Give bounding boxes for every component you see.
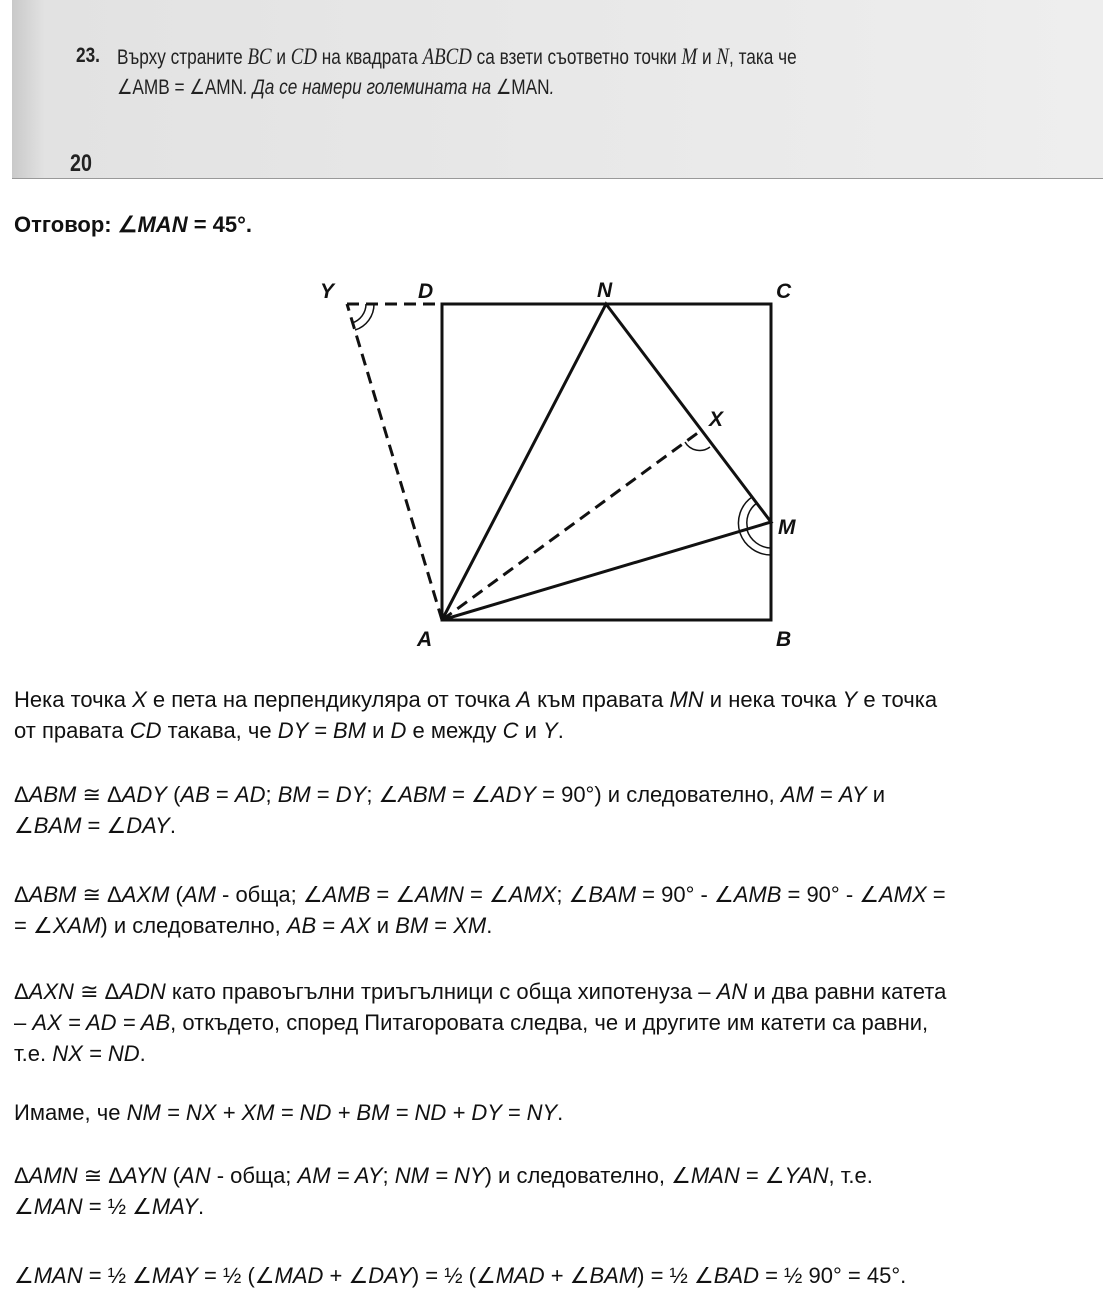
math-term: AYN [122,1163,167,1188]
math-term: ABCD [422,44,472,69]
math-term: D [390,718,407,743]
text-line [14,879,946,910]
text-run: ∠MAN [495,76,550,99]
text-run: = ∠ [14,913,53,938]
text-run: Δ [14,782,29,807]
math-term: C [502,718,519,743]
math-term: XAM [52,913,101,938]
math-term: ABM [398,782,446,807]
text-run: = ½ ∠ [82,1263,152,1288]
math-term: AD [234,782,266,807]
text-run: . [169,813,176,838]
text-line [14,910,946,941]
math-term: MAN [33,1263,83,1288]
problem-number: 23. [76,44,100,67]
text-line [14,684,937,715]
text-run: ≅ Δ [77,1163,123,1188]
text-run: - обща; ∠ [215,882,323,907]
math-term: MAD [495,1263,545,1288]
math-term: X [132,687,147,712]
text-run: т.е. [14,1041,53,1066]
text-run: . [139,1041,146,1066]
text-run: ( [167,782,181,807]
math-term: AMX [879,882,927,907]
math-term: MAY [151,1194,198,1219]
text-run: + ∠ [323,1263,369,1288]
math-term: AXM [121,882,170,907]
text-run: и два равни катета [747,979,947,1004]
math-term: DY [335,782,367,807]
math-term: Y [543,718,558,743]
math-term: BM [395,913,429,938]
math-term: BAM [588,882,637,907]
math-term: MAD [274,1263,324,1288]
text-run: ; ∠ [366,782,399,807]
text-run: са взети съответно точки [471,46,682,69]
text-line [14,1097,563,1128]
math-term: M [681,44,698,69]
text-line [14,1191,873,1222]
text-run: Δ [14,1163,29,1188]
math-term: AXN [28,979,74,1004]
text-run: ; ∠ [556,882,589,907]
text-run: ( [166,1163,181,1188]
text-run: , т.е. [828,1163,873,1188]
text-run: . [557,718,564,743]
square-abcd [442,304,771,620]
text-run: от правата [14,718,130,743]
text-run: ≅ Δ [76,782,122,807]
label-a: A [417,628,433,651]
text-run: = ½ 90° = 45°. [758,1263,907,1288]
label-x: X [709,408,724,431]
text-run: , откъдето, според Питагоровата следва, че и другите им катети са равни, [170,1010,929,1035]
math-term: BAD [713,1263,759,1288]
text-run: - обща; [210,1163,298,1188]
label-y: Y [320,280,335,303]
math-term: XM [453,913,487,938]
text-run: = 90°) и следователно, [536,782,781,807]
math-term: N [716,44,730,69]
math-term: ABM [28,782,77,807]
math-term: AMN [415,882,464,907]
text-line [14,1007,946,1038]
math-term: YAN [784,1163,829,1188]
paragraph-7 [14,1260,906,1291]
math-term: AN [180,1163,211,1188]
text-run: = ½ ∠ [82,1194,152,1219]
text-line [14,779,885,810]
math-term: AB [180,782,210,807]
text-run: ) = ½ ∠ [637,1263,714,1288]
math-term: DAY [126,813,170,838]
text-run: ∠ [14,813,34,838]
math-term: ADY [121,782,167,807]
math-term: DY = BM [277,718,366,743]
math-term: BAM [33,813,82,838]
text-line [14,976,946,1007]
math-term: . [549,76,555,99]
text-run: като правоъгълни триъгълници с обща хипотенуза – [165,979,717,1004]
angle-symbol: ∠ [117,212,138,237]
answer-angle-name: MAN [137,212,188,237]
label-b: B [776,628,792,651]
label-m: M [778,516,796,539]
math-term: MN [669,687,704,712]
text-run: такава, че [161,718,278,743]
text-run: ≅ Δ [76,882,122,907]
text-run: . [486,913,493,938]
text-run: Δ [14,979,29,1004]
text-run: = [316,913,342,938]
text-run: = 90° - ∠ [781,882,879,907]
page-number: 20 [70,150,92,177]
text-run: е точка [857,687,938,712]
text-line [14,1038,946,1069]
text-line [14,1160,873,1191]
text-run: , така че [729,46,797,69]
text-run: ) = ½ (∠ [411,1263,496,1288]
math-term: BAM [589,1263,638,1288]
math-term: ADY [490,782,537,807]
math-term: AN [716,979,748,1004]
text-run: Δ [14,882,29,907]
text-run: = ∠ [463,882,509,907]
paragraph-5 [14,1097,563,1128]
text-run: ∠ [14,1263,34,1288]
text-line [14,810,885,841]
text-run: = ∠ [445,782,491,807]
text-run: ; [382,1163,395,1188]
paragraph-3 [14,879,946,941]
text-run: = 90° - ∠ [636,882,734,907]
text-run: ; [265,782,278,807]
math-term: CD [129,718,162,743]
paragraph-1 [14,684,937,746]
text-run: ( [169,882,183,907]
math-term: BC [247,44,272,69]
math-term: MAN [690,1163,740,1188]
text-run: ) и следователно, [100,913,287,938]
math-term: MAY [151,1263,198,1288]
text-run: на квадрата [316,46,423,69]
text-run: Имаме, че [14,1100,127,1125]
segment-ax [442,432,699,620]
math-term: AX [341,913,371,938]
label-c: C [776,280,792,303]
text-run: и [697,46,717,69]
math-term: ADN [119,979,166,1004]
answer-label: Отговор: [14,212,118,237]
paragraph-2 [14,779,885,841]
math-term: AMB [322,882,371,907]
text-run: ) и следователно, ∠ [484,1163,691,1188]
text-run: + ∠ [544,1263,590,1288]
text-line [14,715,937,746]
text-run: и [518,718,544,743]
math-term: AB [286,913,317,938]
text-line [14,1260,906,1291]
paragraph-4 [14,976,946,1069]
triangle-amn [442,304,771,620]
math-term: . Да се намери големината на [243,76,496,99]
text-run: ∠ [14,1194,34,1219]
segment-ay [347,304,442,620]
text-run: ∠AMB = ∠AMN [117,76,244,99]
math-term: DAY [368,1263,412,1288]
math-term: A [516,687,531,712]
math-term: AY [838,782,867,807]
math-term: AMX [508,882,557,907]
math-term: NM = NX + XM = ND + BM = ND + DY = NY [126,1100,558,1125]
text-run: = ∠ [739,1163,785,1188]
answer-value: = 45°. [187,212,253,237]
text-run: = [428,913,454,938]
math-term: NX = ND [52,1041,140,1066]
text-run: – [14,1010,33,1035]
math-term: NM = NY [394,1163,485,1188]
text-run: ≅ Δ [73,979,120,1004]
text-run: = [209,782,235,807]
text-run: към правата [530,687,670,712]
math-term: AM [182,882,216,907]
text-run: = ½ (∠ [197,1263,275,1288]
text-run: Нека точка [14,687,133,712]
label-n: N [597,279,613,302]
text-run: . [557,1100,564,1125]
math-term: MAN [33,1194,83,1219]
text-run: Върху страните [117,46,248,69]
text-run: . [197,1194,205,1219]
text-run: и [271,46,291,69]
text-run: = ∠ [370,882,416,907]
text-run: и [365,718,391,743]
math-term: ABM [28,882,77,907]
text-run: = [813,782,839,807]
label-d: D [418,280,434,303]
text-run: = ∠ [81,813,127,838]
math-term: CD [290,44,317,69]
text-run: и [866,782,886,807]
text-run: = [926,882,946,907]
text-run: е пета на перпендикуляра от точка [146,687,517,712]
math-term: BM [277,782,311,807]
math-term: AM [780,782,814,807]
paragraph-6 [14,1160,873,1222]
math-term: AMB [733,882,782,907]
text-run: = [310,782,336,807]
math-term: Y [842,687,858,712]
text-run: е между [406,718,503,743]
math-term: AMN [28,1163,78,1188]
text-run: и нека точка [703,687,843,712]
text-run: и [370,913,396,938]
math-term: AM = AY [297,1163,383,1188]
math-term: AX = AD = AB [32,1010,171,1035]
